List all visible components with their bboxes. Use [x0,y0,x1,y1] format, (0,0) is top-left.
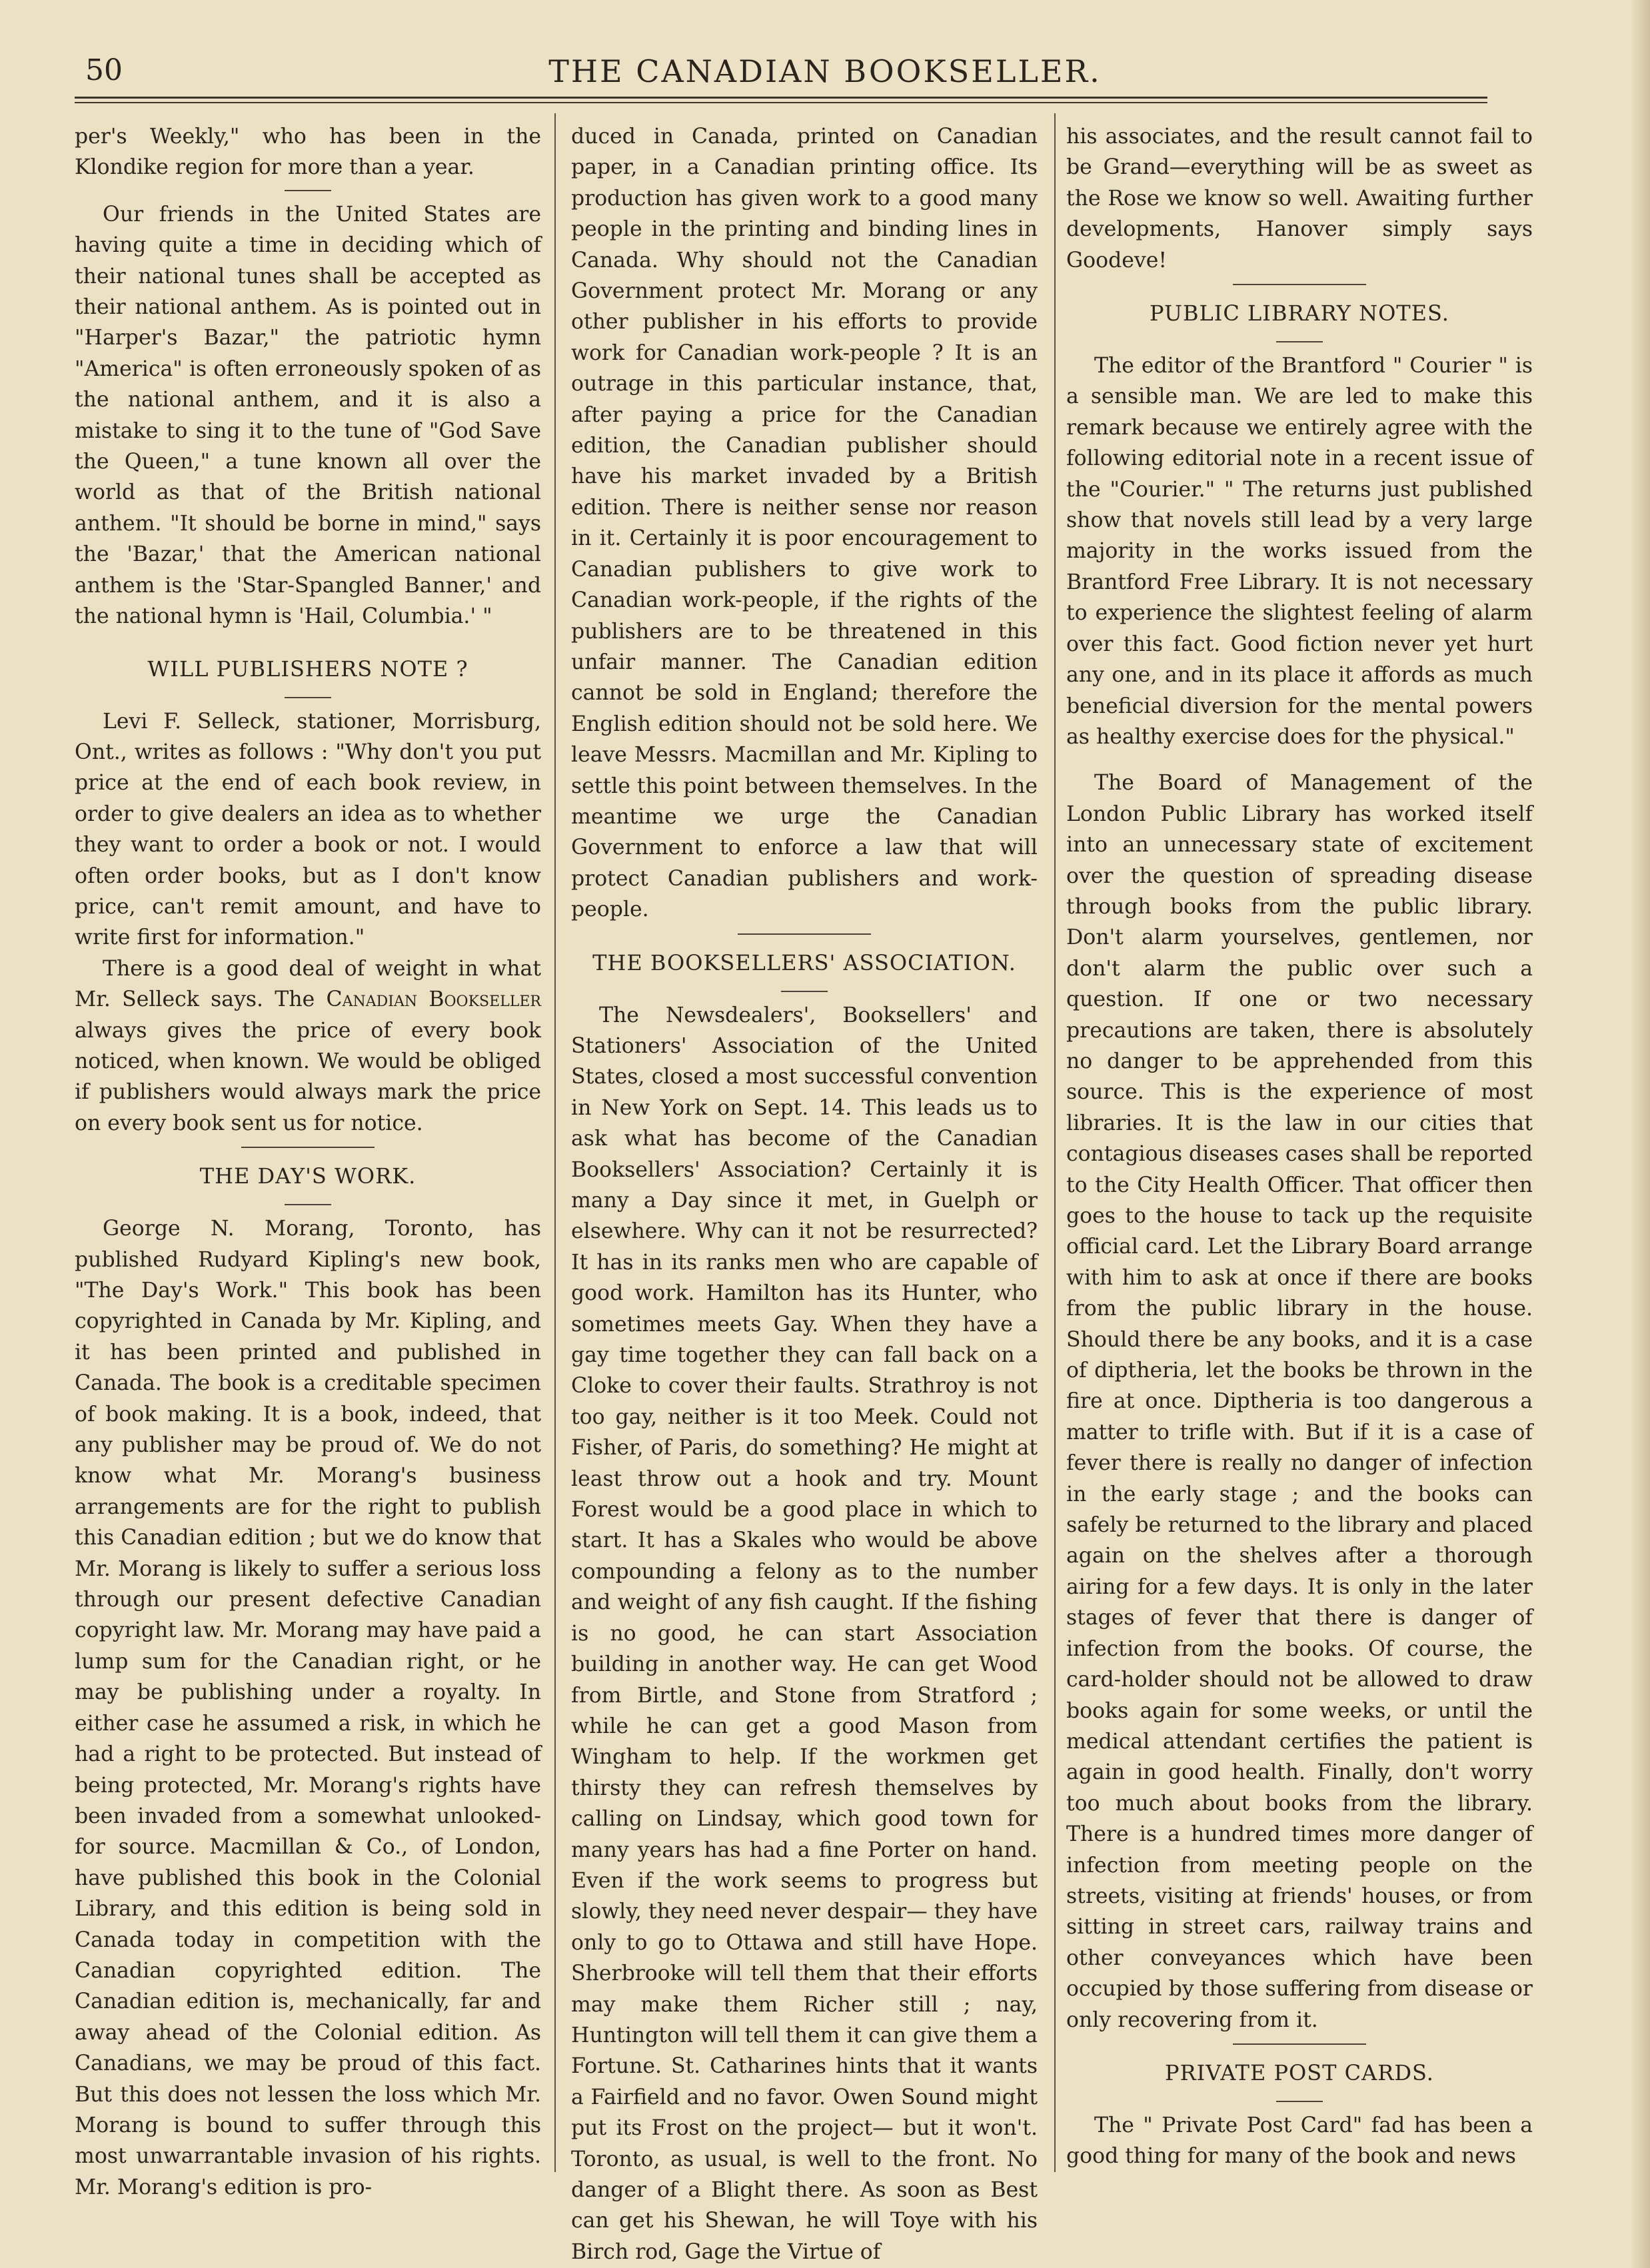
section-separator [241,1147,375,1148]
paragraph: Levi F. Selleck, stationer, Morrisburg, Ont., writes as follows : "Why don't you put price at the end of each book review, in order to give dealers an idea as to whether they want to order a book or not. I would often order books, but as I don't know price, can't remit amount, and have to write first for information." [75,709,541,950]
column-1 [75,121,541,2203]
paragraph: his associates, and the result cannot fail to be Grand—everything will be as sweet as the Rose we know so well. Awaiting further developments, Hanover simply says Goodeve! [1066,125,1533,273]
paragraph: There is a good deal of weight in what Mr. Selleck says. The Canadian Bookseller always gives the price of every book noticed, when known. We would be obliged if publishers would always mark the price on every book sent us for notice. [75,956,541,1135]
paragraph: The " Private Post Card" fad has been a good thing for many of the book and news [1066,2113,1533,2169]
paragraph: Our friends in the United States are having quite a time in deciding which of their national tunes shall be accepted as their national anthem. As is pointed out in "Harper's Bazar," the patriotic hymn "America" is often erroneously spoken of as the national anthem, and it is also a mistake to sing it to the tune of "God Save the Queen," a tune known all over the world as that of the British national anthem. "It should be borne in mind," says the 'Bazar,' that the American national anthem is the 'Star-Spangled Banner,' and the national hymn is 'Hail, Columbia.' " [75,202,541,629]
paragraph: George N. Morang, Toronto, has published Rudyard Kipling's new book, "The Day's Work." This book has been copyrighted in Canada by Mr. Kipling, and it has been printed and published in Canada. The book is a creditable specimen of book making. It is a book, indeed, that any publisher may be proud of. We do not know what Mr. Morang's business arrangements are for the right to publish this Canadian edition ; but we do know that Mr. Morang is likely to suffer a serious loss through our present defective Canadian copyright law. Mr. Morang may have paid a lump sum for the Canadian right, or he may be publishing under a royalty. In either case he assumed a risk, in which he had a right to be protected. But instead of being protected, Mr. Morang's rights have been invaded from a somewhat unlooked-for source. Macmillan & Co., of London, have published this book in the Colonial Library, and this edition is being sold in Canada today in competition with the Canadian copyrighted edition. The Canadian edition is, mechanically, far and away ahead of the Colonial edition. As Canadians, we may be proud of this fact. But this does not lessen the loss which Mr. Morang is bound to suffer through this most unwarrantable invasion of his rights. Mr. Morang's edition is pro- [75,1217,541,2199]
paragraph: The Board of Management of the London Public Library has worked itself into an unnecessary state of excitement over the question of spreading disease through books from the public library. Don't alarm yourselves, gentlemen, nor don't alarm the public over such a question. If one or two necessary precautions are taken, there is absolutely no danger to be apprehended from this source. This is the experience of most libraries. It is the law in our cities that contagious diseases cases shall be reported to the City Health Officer. That officer then goes to the house to tack up the requisite official card. Let the Library Board arrange with him to ask at once if there are books from the public library in the house. Should there be any books, and it is a case of diptheria, let the books be thrown in the fire at once. Diptheria is too dangerous a matter to trifle with. But if it is a case of fever there is really no danger of infection in the early stage ; and the books can safely be returned to the library and placed again on the shelves after a thorough airing for a few days. It is only in the later stages of fever that there is danger of infection from the books. Of course, the card-holder should not be allowed to draw books again for some weeks, or until the medical attendant certifies the patient is again in good health. Finally, don't worry too much about books from the library. There is a hundred times more danger of infection from meeting people on the streets, visiting at friends' houses, or from sitting in street cars, railway trains and other conveyances which have been occupied by those suffering from disease or only recovering from it. [1066,771,1533,2032]
section-heading: WILL PUBLISHERS NOTE ? [147,656,468,682]
section-heading: THE BOOKSELLERS' ASSOCIATION. [592,949,1016,975]
section-heading: THE DAY'S WORK. [199,1163,416,1189]
column-3 [1066,121,1533,2172]
header-rule [75,97,1487,99]
section-rule [781,991,828,992]
section-separator [1233,284,1366,285]
column-2 [571,121,1038,2267]
paragraph: per's Weekly," who has been in the Klondike region for more than a year. [75,125,541,180]
publication-name: Canadian Bookseller [326,987,541,1012]
section-rule [1276,2101,1323,2102]
section-rule [285,190,331,191]
section-rule [285,697,331,698]
page-number: 50 [85,53,123,87]
header-rule-double [75,102,1487,103]
section-separator [1233,2043,1366,2045]
page-header [0,47,1650,100]
section-rule [285,1204,331,1205]
section-heading: PUBLIC LIBRARY NOTES. [1150,300,1449,326]
section-heading: PRIVATE POST CARDS. [1165,2059,1434,2085]
page-edge-shadow [1630,0,1650,2268]
column-divider [1054,113,1056,2172]
paragraph: The editor of the Brantford " Courier " is a sensible man. We are led to make this remark because we entirely agree with the following editorial note in a recent issue of the "Courier." " The returns just published show that novels still lead by a very large majority in the works issued from the Brantford Free Library. It is not necessary to experience the slightest feeling of alarm over this fact. Good fiction never yet hurt any one, and in its place it affords as much beneficial diversion for the mental powers as healthy exercise does for the physical." [1066,354,1533,749]
column-divider [554,113,556,2172]
section-rule [1276,341,1323,342]
masthead-title: THE CANADIAN BOOKSELLER. [548,53,1102,89]
paragraph: duced in Canada, printed on Canadian paper, in a Canadian printing office. Its production has given work to a good many people in the printing and binding lines in Canada. Why should not the Canadian Government protect Mr. Morang or any other publisher in his efforts to provide work for Canadian work-people ? It is an outrage in this particular instance, that, after paying a price for the Canadian edition, the Canadian publisher should have his market invaded by a British edition. There is neither sense nor reason in it. Certainly it is poor encouragement to Canadian publishers to give work to Canadian work-people, if the rights of the publishers are to be threatened in this unfair manner. The Canadian edition cannot be sold in England; therefore the English edition should not be sold here. We leave Messrs. Macmillan and Mr. Kipling to settle this point between themselves. In the meantime we urge the Canadian Government to enforce a law that will protect Canadian publishers and work-people. [571,125,1038,922]
section-separator [738,933,871,935]
paragraph: The Newsdealers', Booksellers' and Stationers' Association of the United States, closed a most successful convention in New York on Sept. 14. This leads us to ask what has become of the Canadian Booksellers' Association? Certainly it is many a Day since it met, in Guelph or elsewhere. Why can it not be resurrected? It has in its ranks men who are capable of good work. Hamilton has its Hunter, who sometimes meets Gay. When they have a gay time together they can fall back on a Cloke to cover their faults. Strathroy is not too gay, neither is it too Meek. Could not Fisher, of Paris, do something? He might at least throw out a hook and try. Mount Forest would be a good place in which to start. It has a Skales who would be above compounding a felony as to the number and weight of any fish caught. If the fishing is no good, he can start Association building in another way. He can get Wood from Birtle, and Stone from Stratford ; while he can get a good Mason from Wingham to help. If the workmen get thirsty they can refresh themselves by calling on Lindsay, which good town for many years has had a fine Porter on hand. Even if the work seems to progress but slowly, they need never despair— they have only to go to Ottawa and still have Hope. Sherbrooke will tell them that their efforts may make them Richer still ; nay, Huntington will tell them it can give them a Fortune. St. Catharines hints that it wants a Fairfield and no favor. Owen Sound might put its Frost on the project— but it won't. Toronto, as usual, is well to the front. No danger of a Blight there. As soon as Best can get his Shewan, he will Toye with his Birch rod, Gage the Virtue of [571,1003,1038,2264]
